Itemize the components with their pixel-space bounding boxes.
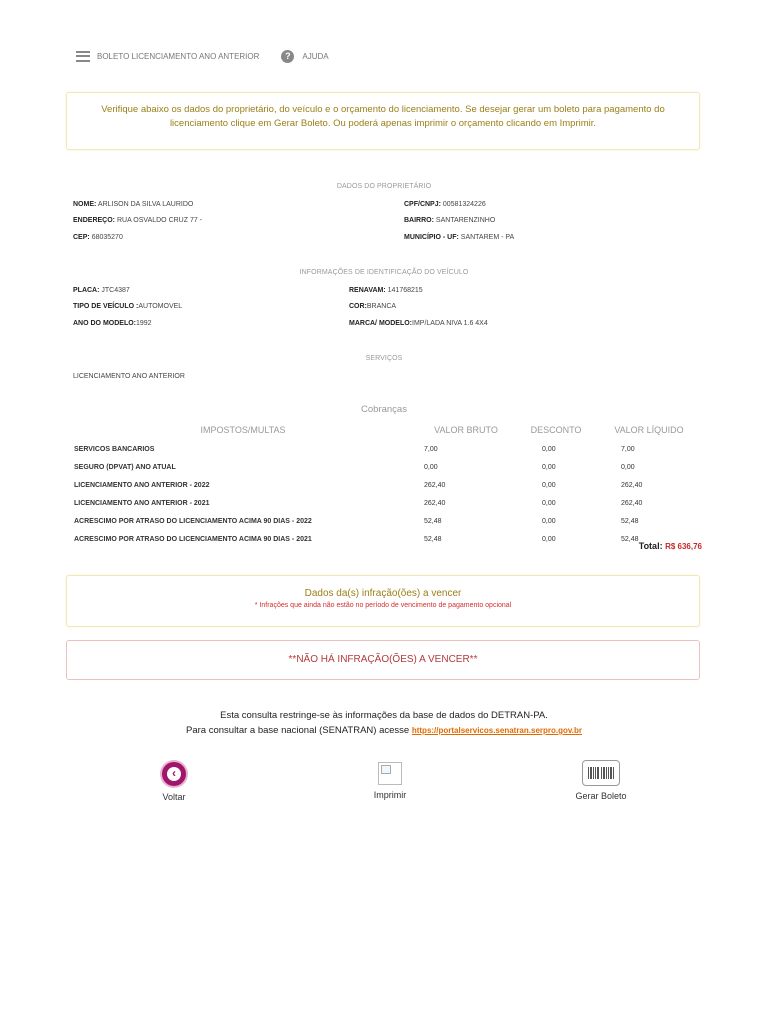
row-discount: 0,00 [542,481,556,489]
vehicle-section-title: INFORMAÇÕES DE IDENTIFICAÇÃO DO VEÍCULO [299,269,469,276]
owner-cpf-label: CPF/CNPJ: [404,201,441,208]
infractions-title: Dados da(s) infração(ões) a vencer [304,588,462,599]
menu-label: BOLETO LICENCIAMENTO ANO ANTERIOR [97,51,260,61]
row-description: LICENCIAMENTO ANO ANTERIOR - 2021 [74,499,210,507]
table-row [70,440,702,458]
voltar-button[interactable] [148,762,200,802]
vehicle-model-year-value: 1992 [136,320,152,327]
row-description: ACRESCIMO POR ATRASO DO LICENCIAMENTO ACIMA 90 DIAS - 2022 [74,517,312,525]
footer-line1: Esta consulta restringe-se às informações da base de dados do DETRAN-PA. [220,710,548,721]
row-net: 0,00 [621,463,635,471]
table-row [70,494,702,512]
owner-address-value: RUA OSVALDO CRUZ 77 - [116,217,203,224]
owner-district-label: BAIRRO: [404,217,434,224]
charges-header-row [70,420,702,440]
vehicle-renavam [349,287,423,294]
table-row [70,530,702,548]
row-net: 262,40 [621,499,643,507]
owner-district-value: SANTARENZINHO [435,217,496,224]
infractions-box [66,575,700,627]
top-bar [76,46,351,66]
no-infractions-notice: **NÃO HÁ INFRAÇÃO(ÕES) A VENCER** [66,640,700,680]
row-gross: 262,40 [424,499,446,507]
charges-title: Cobranças [361,404,407,415]
vehicle-color [349,303,396,310]
row-gross: 0,00 [424,463,438,471]
total-label: Total: [638,541,663,551]
gerar-boleto-label: Gerar Boleto [575,791,627,801]
total-value: R$ 636,76 [665,542,702,551]
table-row [70,512,702,530]
voltar-label: Voltar [162,792,186,802]
footer-line2-text: Para consultar a base nacional (SENATRAN) acesse [186,725,410,736]
row-discount: 0,00 [542,517,556,525]
header-desconto: DESCONTO [530,425,582,435]
owner-cep-value: 68035270 [91,234,123,241]
row-gross: 52,48 [424,517,442,525]
vehicle-renavam-label: RENAVAM: [349,287,386,294]
vehicle-brand-model [349,320,488,327]
charges-total [639,541,702,551]
row-description: LICENCIAMENTO ANO ANTERIOR - 2022 [74,481,210,489]
owner-city-value: SANTAREM - PA [460,234,515,241]
senatran-link[interactable]: https://portalservicos.senatran.serpro.gov.br [411,726,582,735]
vehicle-type [73,303,182,310]
vehicle-plate-label: PLACA: [73,287,100,294]
imprimir-button[interactable] [362,762,418,800]
header-valor-liquido: VALOR LÍQUIDO [614,425,684,435]
vehicle-model-year-label: ANO DO MODELO: [73,320,136,327]
infractions-subtitle: * Infrações que ainda não estão no período de vencimento de pagamento opcional [254,602,512,609]
service-item: LICENCIAMENTO ANO ANTERIOR [73,373,185,380]
owner-city [404,234,514,241]
owner-name-label: NOME: [73,201,97,208]
vehicle-brand-model-value: IMP/LADA NIVA 1.6 4X4 [412,320,488,327]
vehicle-color-label: COR: [349,303,367,310]
table-row [70,476,702,494]
vehicle-color-value: BRANCA [366,303,397,310]
row-description: SEGURO (DPVAT) ANO ATUAL [74,463,176,471]
row-discount: 0,00 [542,463,556,471]
owner-city-label: MUNICÍPIO - UF: [404,234,459,241]
help-link[interactable] [281,50,328,63]
charges-table [70,420,702,548]
vehicle-type-label: TIPO DE VEÍCULO : [73,303,139,310]
footer-line2 [0,725,768,736]
back-icon: ‹ [162,762,186,786]
services-section-title: SERVIÇOS [365,355,403,362]
owner-section-title: DADOS DO PROPRIETÁRIO [336,183,432,190]
row-gross: 7,00 [424,445,438,453]
owner-name [73,201,193,208]
vehicle-type-value: AUTOMOVEL [138,303,183,310]
vehicle-plate [73,287,130,294]
vehicle-plate-value: JTC4387 [101,287,130,294]
row-description: ACRESCIMO POR ATRASO DO LICENCIAMENTO ACIMA 90 DIAS - 2021 [74,535,312,543]
row-net: 262,40 [621,481,643,489]
owner-address-label: ENDEREÇO: [73,217,116,224]
vehicle-brand-model-label: MARCA/ MODELO: [349,320,412,327]
row-net: 52,48 [621,517,639,525]
owner-cep-label: CEP: [73,234,90,241]
owner-cpf-value: 00581324226 [442,201,486,208]
row-discount: 0,00 [542,445,556,453]
imprimir-label: Imprimir [373,790,407,800]
header-impostos: IMPOSTOS/MULTAS [200,425,286,435]
menu-icon [76,51,90,62]
vehicle-renavam-value: 141768215 [387,287,423,294]
header-valor-bruto: VALOR BRUTO [434,425,498,435]
help-icon: ? [281,50,294,63]
gerar-boleto-button[interactable] [568,760,634,801]
row-gross: 52,48 [424,535,442,543]
row-gross: 262,40 [424,481,446,489]
row-discount: 0,00 [542,499,556,507]
owner-district [404,217,495,224]
menu-boleto[interactable] [76,51,259,62]
broken-image-icon [378,762,402,785]
owner-address [73,217,202,224]
owner-cpf [404,201,486,208]
intro-notice: Verifique abaixo os dados do proprietário, do veículo e o orçamento do licenciamento. Se desejar gerar um boleto para pagamento do licenciamento clique em Gerar Boleto. Ou poderá apenas imprimir o orçamento clicando em Imprimir. [66,92,700,150]
row-description: SERVICOS BANCARIOS [74,445,155,453]
owner-cep [73,234,123,241]
help-label: AJUDA [302,51,329,61]
table-row [70,458,702,476]
vehicle-model-year [73,320,152,327]
barcode-icon [582,760,620,786]
row-discount: 0,00 [542,535,556,543]
row-net: 52,48 [621,535,639,543]
owner-name-value: ARLISON DA SILVA LAURIDO [97,201,194,208]
row-net: 7,00 [621,445,635,453]
